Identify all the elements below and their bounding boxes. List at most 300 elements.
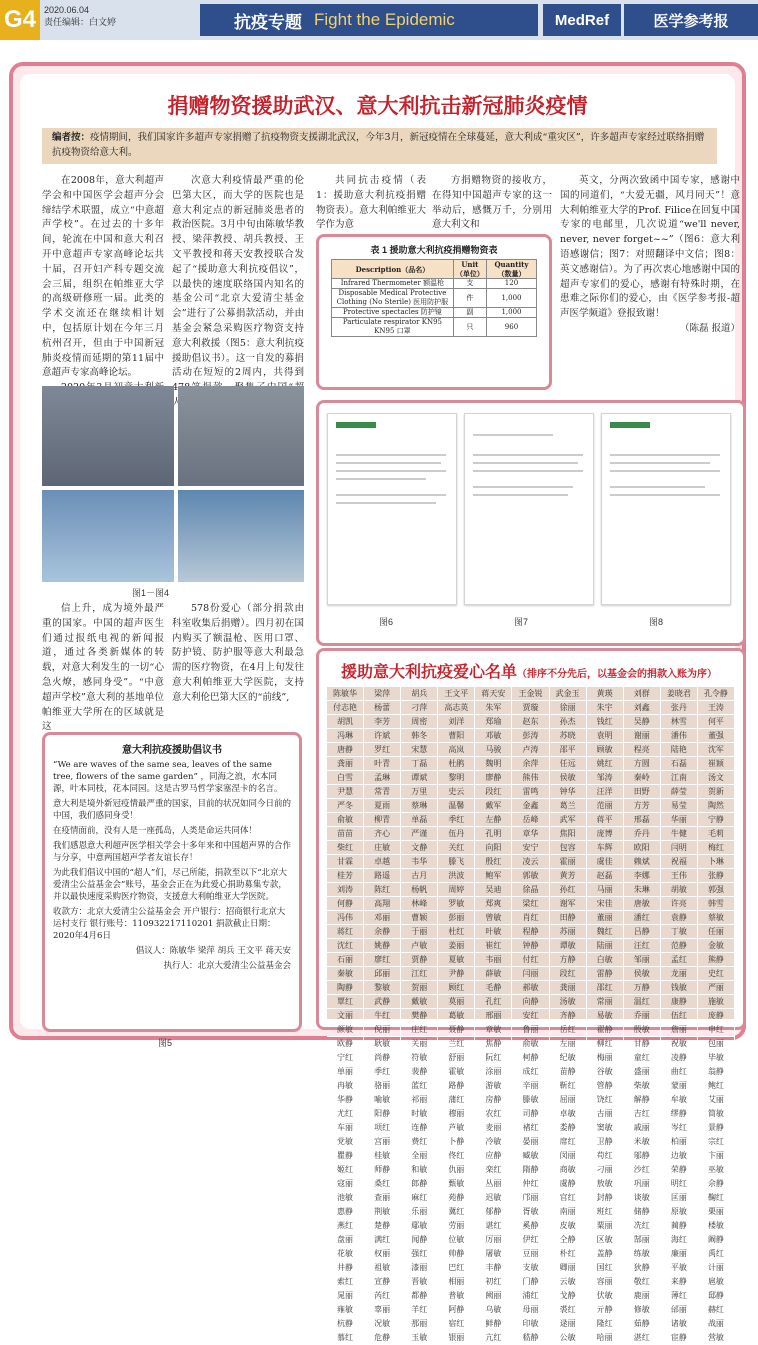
donor-name: 韦丽 <box>475 953 512 967</box>
text-column-3: 共同抗击疫情（表1：援助意大利抗疫捐赠物资表）。意大利帕维亚大学作为意 <box>316 175 426 231</box>
donor-name: 都静 <box>401 1289 438 1303</box>
donor-name: 洪波 <box>438 869 475 883</box>
donor-name: 支敏 <box>512 1261 549 1275</box>
donor-name: 肖红 <box>512 911 549 925</box>
donor-name: 蒋红 <box>327 925 364 939</box>
donor-name: 杜红 <box>438 925 475 939</box>
donor-name: 吴迪 <box>475 883 512 897</box>
donor-name: 赖斌 <box>624 855 661 869</box>
donor-name: 刘洋 <box>438 715 475 729</box>
donor-name: 孔红 <box>475 995 512 1009</box>
page-header <box>0 0 758 40</box>
donor-name: 武金玉 <box>550 687 587 701</box>
donor-name: 荆敏 <box>364 1205 401 1219</box>
donor-name: 练敏 <box>624 1247 661 1261</box>
donor-name: 葛兰 <box>550 799 587 813</box>
appeal-exec: 执行人：北京大爱清尘公益基金会 <box>163 961 291 971</box>
donor-name: 阚静 <box>698 1233 735 1247</box>
donor-name: 陆艳 <box>661 743 698 757</box>
appeal-line: “We are waves of the same sea, leaves of the same tree, flowers of the same garden” ，同海之浪，水本同源，叶本同枝，花本同园。这是古罗马哲学家塞涅卡的名言。 <box>53 760 283 794</box>
donor-name: 韩冬 <box>401 729 438 743</box>
letter-chinese <box>464 413 594 605</box>
donor-name: 白敏 <box>587 953 624 967</box>
donor-name: 倪丽 <box>364 1023 401 1037</box>
donor-name: 雍敏 <box>327 1303 364 1317</box>
donor-name: 区敏 <box>587 1233 624 1247</box>
donor-name: 张静 <box>698 869 735 883</box>
donor-name: 帅静 <box>438 1247 475 1261</box>
donation-table <box>316 234 552 390</box>
donor-name: 路遥 <box>364 869 401 883</box>
donor-name: 韩雪 <box>698 897 735 911</box>
donor-name: 何平 <box>698 715 735 729</box>
donor-name: 盘丽 <box>327 1233 364 1247</box>
donor-name: 陶静 <box>327 981 364 995</box>
editor-note <box>42 128 717 164</box>
table-row: Infrared Thermometer 额温枪 支 120 <box>332 279 537 289</box>
donor-name: 彭丽 <box>438 911 475 925</box>
donor-name: 普敏 <box>438 1289 475 1303</box>
donor-name: 伍丹 <box>438 827 475 841</box>
donor-name: 万静 <box>624 981 661 995</box>
donor-name: 彭涛 <box>512 729 549 743</box>
donor-name: 孟红 <box>661 953 698 967</box>
table-title: 表 1 援助意大利抗疫捐赠物资表 <box>370 245 498 255</box>
donor-name: 巫敏 <box>698 1163 735 1177</box>
donor-name: 钟华 <box>550 785 587 799</box>
donor-name: 连静 <box>401 1121 438 1135</box>
donor-name: 卫静 <box>587 1135 624 1149</box>
donor-name: 刘涛 <box>327 883 364 897</box>
donor-name: 逯丽 <box>550 1317 587 1331</box>
donor-name: 尹静 <box>438 967 475 981</box>
donor-name: 姬红 <box>327 1163 364 1177</box>
donor-name: 詹丽 <box>661 1023 698 1037</box>
donor-name: 苏晓 <box>550 729 587 743</box>
donor-name: 徐丽 <box>550 701 587 715</box>
donor-name: 古丽 <box>587 1107 624 1121</box>
page-number: G4 <box>0 0 40 40</box>
article-body <box>20 74 740 1342</box>
donor-name: 宫丽 <box>364 1135 401 1149</box>
donor-name: 苗静 <box>550 1065 587 1079</box>
donor-name: 侯敏 <box>624 967 661 981</box>
donor-name: 覃红 <box>327 995 364 1009</box>
donor-name: 权丽 <box>364 1247 401 1261</box>
donor-name: 班红 <box>587 1205 624 1219</box>
donor-name: 胡凯 <box>327 715 364 729</box>
donor-name: 关红 <box>438 841 475 855</box>
issue-date: 2020.06.04 <box>44 5 90 15</box>
donor-name: 白雪 <box>327 771 364 785</box>
donor-name: 雷静 <box>587 967 624 981</box>
donor-name: 艾丽 <box>698 1093 735 1107</box>
donor-name: 麦丽 <box>475 1121 512 1135</box>
donor-name: 谢军 <box>550 897 587 911</box>
donor-name: 牛健 <box>661 827 698 841</box>
donor-name: 龚丽 <box>550 981 587 995</box>
donor-name: 陆丽 <box>587 939 624 953</box>
donor-name: 宿红 <box>438 1317 475 1331</box>
donor-name: 邓丽 <box>364 911 401 925</box>
donor-name: 胡兵 <box>401 687 438 701</box>
donor-name: 费红 <box>401 1135 438 1149</box>
donor-name: 罗敏 <box>438 897 475 911</box>
donor-name: 涂丽 <box>475 1065 512 1079</box>
donor-name: 荣静 <box>661 1163 698 1177</box>
donor-name: 纪敏 <box>550 1051 587 1065</box>
donor-name: 边敏 <box>661 1149 698 1163</box>
donor-name: 郜丽 <box>624 1233 661 1247</box>
donor-name: 平敏 <box>661 1261 698 1275</box>
donor-name: 高志英 <box>438 701 475 715</box>
donor-name: 豆丽 <box>512 1247 549 1261</box>
donor-name: 崔颖 <box>698 757 735 771</box>
donor-name: 汪红 <box>624 939 661 953</box>
donor-name: 解静 <box>624 1093 661 1107</box>
text-column-2: 次意大利疫情最严重的伦巴第大区，而大学的医院也是意大利定点的新冠肺炎患者的救治医院。3月中旬由陈敏华教授、梁萍教授、胡兵教授、王文平教授和蒋天安教授联合发起了“援助意大利抗疫倡议”，以最快的速度联络国内知名的基金公司“北京大爱清尘基金会”进行了公募捐款活动，并由基金会紧急采购医疗物资支持意大利救援（图5：意大利抗疫援助倡议书）。这一自发的募捐活动在短短的2周内，共得到4 人 <box>172 175 304 408</box>
donor-name: 庞博 <box>587 827 624 841</box>
donor-name: 邰丽 <box>661 1303 698 1317</box>
donor-name: 殷敏 <box>624 1023 661 1037</box>
donor-name: 柴敏 <box>624 1079 661 1093</box>
donor-name: 罗红 <box>364 743 401 757</box>
donor-name: 漆丽 <box>401 1261 438 1275</box>
donor-name: 柳青 <box>364 813 401 827</box>
donor-name: 康静 <box>661 995 698 1009</box>
donor-name: 崔红 <box>475 939 512 953</box>
donor-name: 骆丽 <box>364 1079 401 1093</box>
donor-name: 殷红 <box>475 855 512 869</box>
donor-name: 嵇静 <box>512 1331 549 1345</box>
donor-name: 苗苗 <box>327 827 364 841</box>
donor-name: 朱军 <box>475 701 512 715</box>
donor-name: 章敏 <box>475 1023 512 1037</box>
donor-name: 狄静 <box>624 1261 661 1275</box>
donor-name: 岑红 <box>661 1121 698 1135</box>
donor-name: 郁静 <box>475 1205 512 1219</box>
donor-name: 雷鸣 <box>512 785 549 799</box>
donor-name: 和敏 <box>401 1163 438 1177</box>
donor-name: 谭斌 <box>401 771 438 785</box>
donor-name: 楚静 <box>364 1219 401 1233</box>
editor-note-label: 编者按： <box>52 132 91 143</box>
donor-name: 修敏 <box>624 1303 661 1317</box>
donor-name: 鲁丽 <box>512 1023 549 1037</box>
donor-name: 梅红 <box>698 841 735 855</box>
donor-name: 曾敏 <box>475 911 512 925</box>
caption-fig8: 图8 <box>649 617 664 627</box>
donor-name: 吉红 <box>624 1107 661 1121</box>
donor-name: 林峰 <box>401 897 438 911</box>
donor-name: 蒋天安 <box>475 687 512 701</box>
donor-name: 董强 <box>698 729 735 743</box>
photo-3 <box>42 490 174 582</box>
donor-name: 匡丽 <box>661 1191 698 1205</box>
donor-name: 乔丽 <box>624 1009 661 1023</box>
donor-name: 蓝红 <box>401 1079 438 1093</box>
donor-name: 向静 <box>512 995 549 1009</box>
donor-name: 熊静 <box>698 953 735 967</box>
donor-name: 任丽 <box>698 925 735 939</box>
donor-name: 管静 <box>587 1079 624 1093</box>
donor-name: 祝福 <box>661 855 698 869</box>
appeal-line: 在疫情面前，没有人是一座孤岛，人类是命运共同体！ <box>53 826 258 836</box>
donor-name: 柏丽 <box>661 1135 698 1149</box>
donor-name: 冉敏 <box>327 1079 364 1093</box>
donor-name: 顾敏 <box>587 743 624 757</box>
donor-name: 王文平 <box>438 687 475 701</box>
donor-name: 卜静 <box>438 1135 475 1149</box>
donor-name: 符敏 <box>401 1051 438 1065</box>
donor-name: 陶然 <box>698 799 735 813</box>
donor-name: 严丽 <box>698 981 735 995</box>
donor-name: 隆红 <box>587 1317 624 1331</box>
donor-name: 母丽 <box>512 1303 549 1317</box>
donor-name: 邝丽 <box>512 1191 549 1205</box>
donor-name: 桂芳 <box>327 869 364 883</box>
donor-name: 乌敏 <box>475 1303 512 1317</box>
donor-name: 路静 <box>438 1079 475 1093</box>
donor-name: 包丽 <box>698 1037 735 1051</box>
reporter: （陈磊 报道） <box>679 322 740 334</box>
donor-name: 沈军 <box>698 743 735 757</box>
donor-name: 祖敏 <box>364 1261 401 1275</box>
donor-name: 霍丽 <box>550 855 587 869</box>
donor-name: 孙杰 <box>550 715 587 729</box>
donor-name: 印敏 <box>512 1317 549 1331</box>
donor-name: 燕红 <box>327 1219 364 1233</box>
donor-name: 扈敏 <box>698 1275 735 1289</box>
donor-name: 汤敏 <box>550 995 587 1009</box>
donor-name: 邵红 <box>587 981 624 995</box>
appeal-line: 为此我们倡议中国的“超人”们，尽己所能，捐款至以下“北京大爱清尘公益基金会”账号，基金会正在为此爱心捐助募集专款，并以最快速度采购医疗物资，支援意大利帕维亚大学医院。 <box>53 868 288 902</box>
donor-name: 南丽 <box>550 1205 587 1219</box>
donor-name: 佘静 <box>698 1177 735 1191</box>
donor-name: 亢红 <box>475 1331 512 1345</box>
donor-name: 黎敏 <box>364 981 401 995</box>
donor-name: 卓敏 <box>550 1107 587 1121</box>
donor-name: 营敏 <box>698 1331 735 1345</box>
donor-name: 危静 <box>364 1331 401 1345</box>
donor-name: 方圆 <box>624 757 661 771</box>
article-title: 捐赠物资援助武汉、意大利抗击新冠肺炎疫情 <box>167 95 588 118</box>
donor-name: 蒙丽 <box>661 1079 698 1093</box>
donor-name: 穆丽 <box>438 1107 475 1121</box>
donor-name: 高翔 <box>364 897 401 911</box>
donor-name: 缪静 <box>661 1107 698 1121</box>
appeal-title: 意大利抗疫援助倡议书 <box>122 745 222 756</box>
donor-name: 伍红 <box>661 1009 698 1023</box>
donor-name: 农红 <box>475 1107 512 1121</box>
donor-name: 廖静 <box>475 771 512 785</box>
donor-name: 颜敏 <box>327 1023 364 1037</box>
donor-name: 易敏 <box>587 1009 624 1023</box>
donor-name: 梁萍 <box>364 687 401 701</box>
donor-name: 云敏 <box>550 1275 587 1289</box>
donor-name: 左丽 <box>550 1037 587 1051</box>
donor-name: 耿敏 <box>364 1037 401 1051</box>
donor-name: 姚红 <box>587 757 624 771</box>
donor-name: 皮敏 <box>550 1219 587 1233</box>
donor-name: 闫明 <box>661 841 698 855</box>
donor-name: 夏雨 <box>364 799 401 813</box>
donor-name: 相丽 <box>438 1275 475 1289</box>
donor-name: 沙红 <box>624 1163 661 1177</box>
donor-name: 裘红 <box>550 1303 587 1317</box>
editor-note-text: 疫情期间，我们国家许多超声专家捐赠了抗疫物资支援湖北武汉，今年3月，新冠疫情在全球蔓延，意大利成“重灾区”，许多超声专家经过联络捐赠抗疫物资给意大利。 <box>52 132 705 158</box>
donor-name: 焦阳 <box>550 827 587 841</box>
donor-name: 乐丽 <box>401 1205 438 1219</box>
donor-name: 齐心 <box>364 827 401 841</box>
donor-name: 冼红 <box>624 1219 661 1233</box>
donor-name: 李娜 <box>624 869 661 883</box>
donor-name: 敖敏 <box>587 1177 624 1191</box>
donor-name: 桂敏 <box>364 1149 401 1163</box>
donor-name: 时敏 <box>401 1107 438 1121</box>
text-column-7: 578份爱心（部分捐款由科室收集后捐赠）。四月初在国内购买了额温枪、医用口罩、防护镜、防护服等意大利最急需的医疗物资，在4月上旬发往意大利帕维亚大学医院，支持意大利伦巴第大区的“前线”, <box>172 603 304 703</box>
donor-name: 屠敏 <box>475 1247 512 1261</box>
donor-name: 牛红 <box>364 1009 401 1023</box>
donor-name: 芮红 <box>364 1289 401 1303</box>
donor-name: 蒋平 <box>587 813 624 827</box>
donor-name: 田静 <box>550 911 587 925</box>
donor-name: 伊红 <box>512 1233 549 1247</box>
donor-name: 祁丽 <box>401 1093 438 1107</box>
donor-name: 侯敏 <box>550 771 587 785</box>
donor-name: 劳丽 <box>438 1219 475 1233</box>
donor-name: 廖红 <box>364 953 401 967</box>
donor-name: 亓静 <box>587 1303 624 1317</box>
donor-name: 初红 <box>475 1275 512 1289</box>
donor-name: 俞敏 <box>327 813 364 827</box>
donor-name: 江红 <box>401 967 438 981</box>
donor-name: 翟静 <box>587 1023 624 1037</box>
donor-name: 庄红 <box>401 1023 438 1037</box>
donor-name: 寇丽 <box>327 1177 364 1191</box>
donor-name: 柴红 <box>327 841 364 855</box>
donor-name: 杭静 <box>327 1317 364 1331</box>
donor-name: 霍敏 <box>438 1065 475 1079</box>
donor-name: 金鑫 <box>512 799 549 813</box>
donor-name: 杨蕾 <box>364 701 401 715</box>
donor-name: 陈敏华 <box>327 687 364 701</box>
donor-name: 刁丽 <box>587 1163 624 1177</box>
caption-fig7: 图7 <box>514 617 529 627</box>
donor-name: 石磊 <box>661 757 698 771</box>
donor-name: 陈红 <box>364 883 401 897</box>
donor-name: 尤红 <box>327 1107 364 1121</box>
donor-name: 师静 <box>364 1163 401 1177</box>
donor-name: 闻静 <box>401 1233 438 1247</box>
donor-name: 慕红 <box>327 1331 364 1345</box>
letter-italian <box>327 413 457 605</box>
section-banner <box>200 4 538 36</box>
donor-name: 蒲红 <box>438 1093 475 1107</box>
donor-name: 苏丽 <box>550 925 587 939</box>
donor-name: 关丽 <box>401 1037 438 1051</box>
donor-name: 蔡敏 <box>698 911 735 925</box>
donor-name: 芦敏 <box>438 1121 475 1135</box>
donor-name: 仇丽 <box>438 1163 475 1177</box>
donor-name: 井静 <box>327 1261 364 1275</box>
donor-name: 饶红 <box>587 1093 624 1107</box>
donor-name: 冯琳 <box>327 729 364 743</box>
donor-name: 巩丽 <box>624 1177 661 1191</box>
donor-name: 邬静 <box>624 1149 661 1163</box>
donor-name: 戴敏 <box>401 995 438 1009</box>
donor-name: 盖静 <box>587 1247 624 1261</box>
donor-name: 邸静 <box>698 1289 735 1303</box>
donor-name: 聂静 <box>438 1023 475 1037</box>
donor-name: 阙丽 <box>475 1289 512 1303</box>
donor-name: 凌静 <box>661 1051 698 1065</box>
appeal-sign: 倡议人：陈敏华 梁萍 胡兵 王文平 蒋天安 <box>135 946 291 956</box>
donor-name: 佟红 <box>438 1149 475 1163</box>
donor-name: 安红 <box>512 1009 549 1023</box>
donor-name: 贺新 <box>698 785 735 799</box>
donor-name: 朴红 <box>550 1247 587 1261</box>
donor-name: 齐静 <box>550 1009 587 1023</box>
donor-name: 戈静 <box>550 1289 587 1303</box>
donor-list <box>316 648 746 1342</box>
donor-name: 季红 <box>364 1065 401 1079</box>
donor-name: 李芳 <box>364 715 401 729</box>
donor-name: 容丽 <box>587 1275 624 1289</box>
donor-name: 庄敏 <box>364 841 401 855</box>
donor-name: 晏丽 <box>512 1135 549 1149</box>
donor-name: 车丽 <box>327 1121 364 1135</box>
appeal-line: 我们感恩意大利超声医学相关学会十多年来和中国超声界的合作与分享，中意两国超声学者友谊长存！ <box>53 841 292 863</box>
donor-name: 朱宇 <box>587 701 624 715</box>
donor-name: 鹿丽 <box>624 1289 661 1303</box>
table-row: Disposable Medical Protective Clothing (No Sterile) 医用防护服 件 1,000 <box>332 289 537 308</box>
donor-name: 武静 <box>364 995 401 1009</box>
caption-fig1-4: 图1－图4 <box>132 588 170 598</box>
appeal-letter <box>42 732 302 1032</box>
donor-name: 王涛 <box>698 701 735 715</box>
donor-name: 赵磊 <box>587 869 624 883</box>
donor-name: 向阳 <box>475 841 512 855</box>
donor-name: 宣静 <box>364 1275 401 1289</box>
donor-name: 麻红 <box>401 1191 438 1205</box>
donor-name: 甘静 <box>624 1037 661 1051</box>
donor-name: 史红 <box>698 967 735 981</box>
donor-name: 茹静 <box>624 1317 661 1331</box>
donor-name: 宁红 <box>327 1051 364 1065</box>
donor-name: 虞佳 <box>587 855 624 869</box>
donor-name: 薛敏 <box>475 967 512 981</box>
table-head: Description（品名） <box>332 260 454 279</box>
donor-name: 谷敏 <box>587 1065 624 1079</box>
donor-name: 屈丽 <box>550 1093 587 1107</box>
donor-name: 来静 <box>661 1275 698 1289</box>
donor-name: 冀红 <box>438 1205 475 1219</box>
donor-name: 焦静 <box>475 1037 512 1051</box>
donor-name: 宋佳 <box>587 897 624 911</box>
donor-name: 娄静 <box>550 1121 587 1135</box>
donor-name: 左静 <box>475 813 512 827</box>
donor-name: 安宁 <box>512 841 549 855</box>
donor-name: 蔡琳 <box>401 799 438 813</box>
donor-name: 邢磊 <box>624 813 661 827</box>
donor-name: 童红 <box>624 1051 661 1065</box>
donor-name: 诸敏 <box>661 1317 698 1331</box>
donor-name: 甘霖 <box>327 855 364 869</box>
donor-name: 唐静 <box>327 743 364 757</box>
donor-name: 汪洋 <box>587 785 624 799</box>
donor-name: 巴红 <box>438 1261 475 1275</box>
